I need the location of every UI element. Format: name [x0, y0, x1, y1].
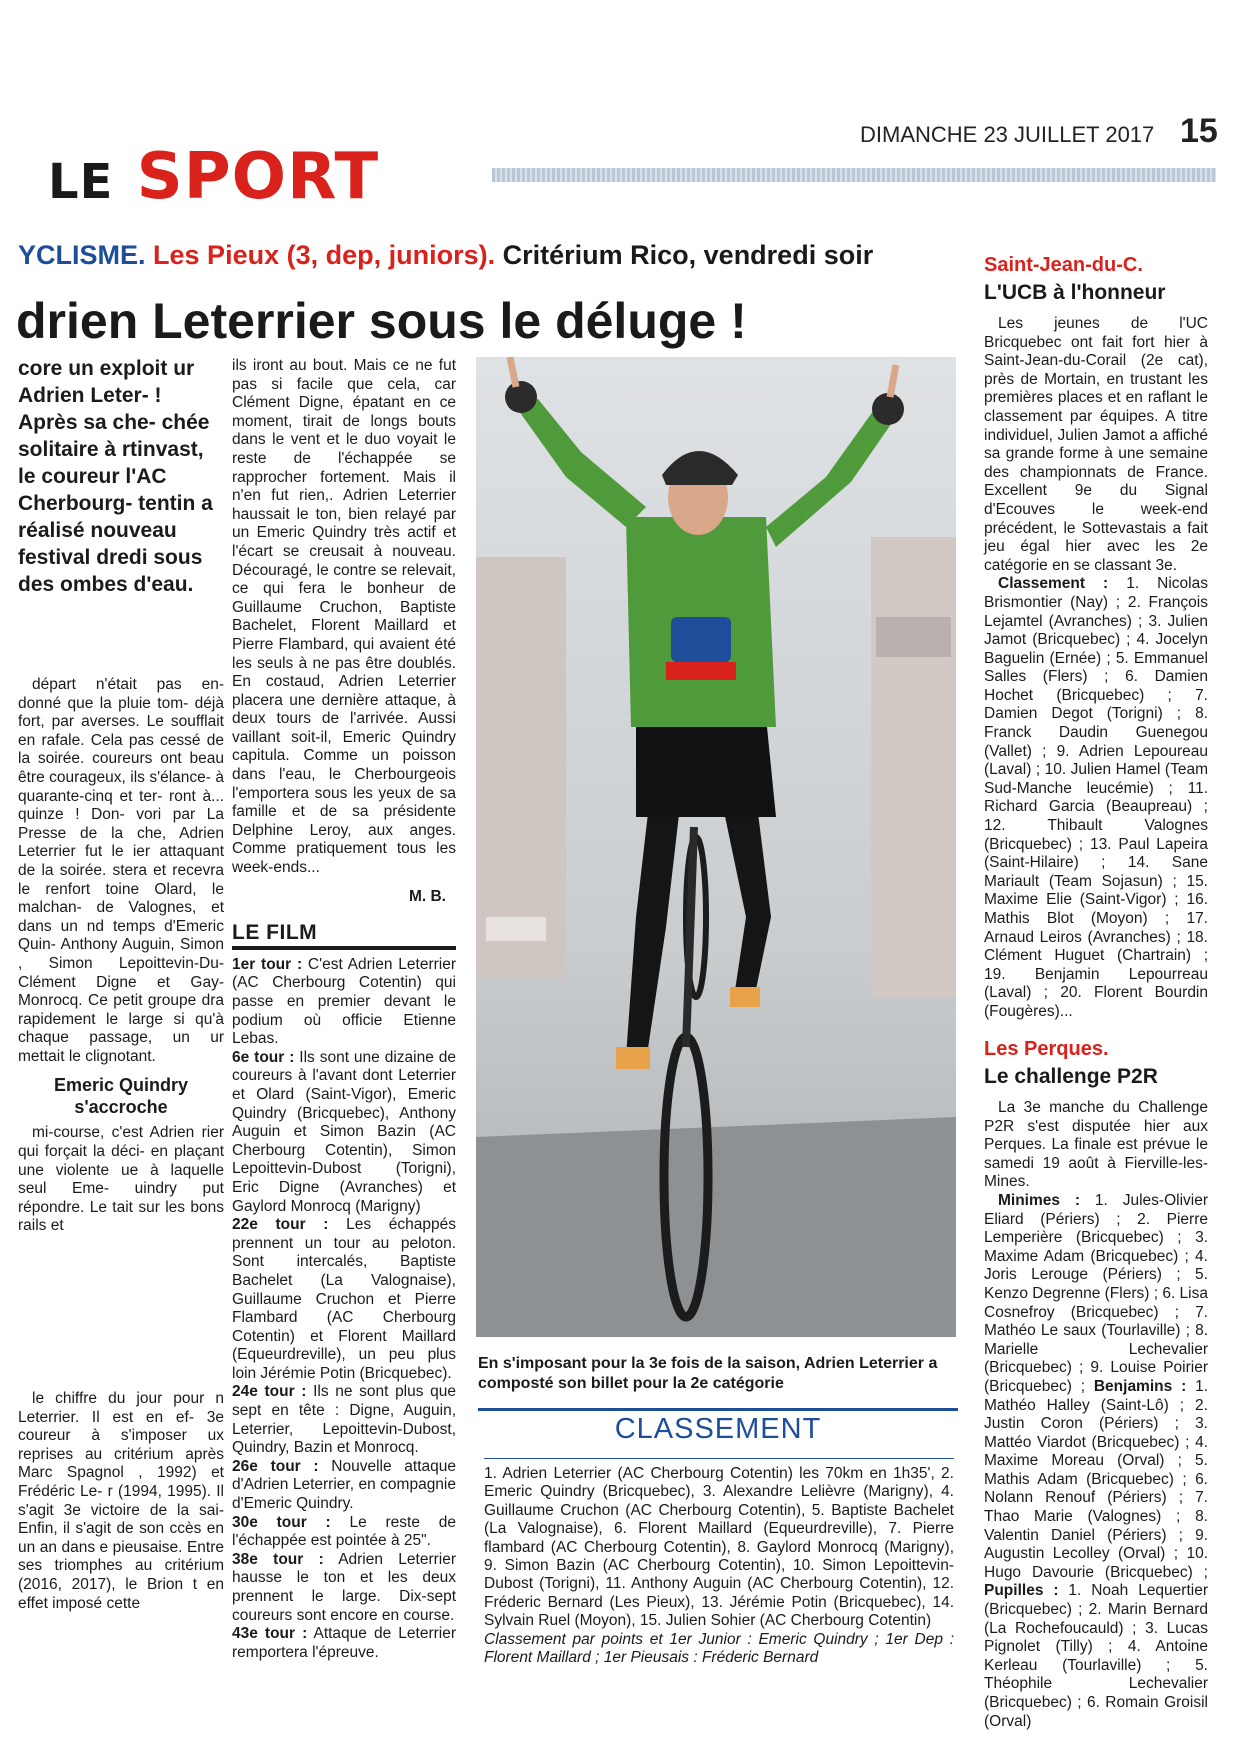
film-item: 1er tour : C'est Adrien Leterrier (AC Cherbourg Cotentin) qui passe en premier devant le podium où officie Etienne Lebas. [232, 955, 456, 1048]
story-location: Les Perques. [984, 1038, 1109, 1060]
section-title-sport: SPORT [136, 140, 380, 214]
header-rule [492, 168, 1216, 182]
article-lead: core un exploit ur Adrien Leter- ! Après sa che- chée solitaire à rtinvast, le coureur l'AC Cherbourg- tentin a réalisé nouveau festival dredi sous des ombes d'eau. [18, 357, 213, 596]
kicker [18, 240, 873, 271]
article-paragraph: départ n'était pas en- donné que la pluie tom- déjà fort, par averses. Le soufflait en rafale. Cela pas cessé de la soirée. coureurs ont beau être courageux, ils s'élance- à quarante-cinq et ter- ront à... quinze ! Don- vori par La Presse de la che, Adrien Leterrier fut le ier attaquant de la soirée. stera et recevra le renfort toine Olard, le malchan- de Valognes, et dans un nd temps d'Emeric Quin- Anthony Auguin, Simon , Simon Lepoittevin-Du- Clément Digne et Gay- Monrocq. Ce petit groupe dra rapidement le large si qu'à chaque passage, un ur mettait le clignotant. [18, 676, 224, 1065]
film-item: 24e tour : Ils ne sont plus que sept en tête : Digne, Auguin, Leterrier, Lepoittevin-Dubost, Quindry, Bazin et Monrocq. [232, 1383, 457, 1457]
article-column-1-bottom [18, 1390, 224, 1613]
film-title: LE FILM [232, 924, 456, 950]
story-body [984, 315, 1208, 1022]
film-item: 26e tour : Nouvelle attaque d'Adrien Leterrier, en compagnie d'Emeric Quindry. [232, 1457, 456, 1513]
section-title [48, 140, 379, 214]
story-paragraph: La 3e manche du Challenge P2R s'est disputée hier aux Perques. La finale est prévue le samedi 19 août à Fierville-les-Mines. [984, 1099, 1208, 1191]
story-headline: L'UCB à l'honneur [984, 281, 1166, 304]
article-column-2 [232, 357, 456, 1662]
article-column-1 [18, 676, 224, 1236]
page-number: 15 [1180, 112, 1218, 150]
film-item: 22e tour : Les échappés prennent un tour au peloton. Sont intercalés, Baptiste Bachelet (La Valognaise), Guillaume Cruchon et Pierre Flambard (AC Cherbourg Cotentin) et Florent Maillard (Equeurdreville), un peu plus loin Jérémie Potin (Bricquebec). [232, 1216, 456, 1382]
classement-extra: Classement par points et 1er Junior : Emeric Quindry ; 1er Dep : Florent Maillard ; 1er Pieusais : Fréderic Bernard [484, 1630, 954, 1667]
story-body [984, 1099, 1208, 1731]
article-paragraph: ils iront au bout. Mais ce ne fut pas si facile que cela, car Clément Digne, épatant en ce moment, tirait de longs bouts dans le vent et le duo voyait le reste de l'échappée se rapprocher fortement. Mais il n'en fut rien,. Adrien Leterrier haussait le ton, bien relayé par un Emeric Quindry très actif et l'écart se creusait à nouveau. Découragé, le contre se relevait, ce qui fera le bonheur de Guillaume Cruchon, Baptiste Bachelet, Florent Maillard et Pierre Flambard, qui avaient été les seuls à ne pas être doublés. En costaud, Adrien Leterrier placera une dernière attaque, à deux tours de l'arrivée. Aussi vaillant soit-il, Emeric Quindry capitula. Comme un poisson dans l'eau, le Cherbourgeois l'emportera sous les yeux de sa famille et de sa présidente Delphine Leroy, aux anges. Comme pratiquement tous les week-ends... [232, 357, 456, 877]
cyclist-illustration [476, 357, 956, 1337]
article-subhead: Emeric Quindry s'accroche [53, 1075, 189, 1118]
cyclist-photo [476, 357, 956, 1337]
classement-results [484, 1458, 954, 1667]
film-item: 30e tour : Le reste de l'échappée est pointée à 25". [232, 1513, 457, 1550]
story-results: Classement : 1. Nicolas Brismontier (Nay) ; 2. François Lejamtel (Avranches) ; 3. Julien Jamot (Bricquebec) ; 4. Jocelyn Baguelin (Ernée) ; 5. Emmanuel Salles (Flers) ; 6. Damien Hochet (Bricquebec) ; 7. Damien Degot (Torigni) ; 8. Franck Daudin Guenegou (Vallet) ; 9. Adrien Lepoureau (Laval) ; 10. Julien Hamel (Team Sud-Manche leucémie) ; 11. Richard Garcia (Beaupreau) ; 12. Thibault Valognes (Bricquebec) ; 13. Paul Lapeira (Saint-Hilaire) ; 14. Sane Mariault (Team Sojasun) ; 15. Maxime Elie (Saint-Vigor) ; 16. Mathis Blot (Moyon) ; 17. Arnaud Leiros (Avranches) ; 18. Clément Huguet (Chartrain) ; 19. Benjamin Lepourreau (Laval) ; 20. Florent Bourdin (Fougères)... [984, 575, 1208, 1020]
classement-text: 1. Adrien Leterrier (AC Cherbourg Cotentin) les 70km en 1h35', 2. Emeric Quindry (Bricquebec), 3. Alexandre Lelièvre (Marigny), 4. Guillaume Cruchon (AC Cherbourg Cotentin), 5. Baptiste Bachelet (La Valognaise), 6. Florent Maillard (Equeurdreville), 7. Pierre flambard (AC Cherbourg Cotentin), 8. Gaylord Monrocq (Marigny), 9. Simon Bazin (AC Cherbourg Cotentin), 10. Simon Lepoittevin-Dubost (Torigni), 11. Anthony Auguin (AC Cherbourg Cotentin), 12. Fréderic Bernard (Les Pieux), 13. Jérémie Potin (Bricquebec), 14. Sylvain Ruel (Moyon), 15. Julien Sohier (AC Cherbourg Cotentin) [484, 1465, 954, 1630]
kicker-sport: YCLISME. [18, 240, 146, 270]
kicker-event: Critérium Rico, vendredi soir [502, 240, 874, 270]
film-item: 38e tour : Adrien Leterrier hausse le ton et les deux prennent le large. Dix-sept coureurs sont encore en course. [232, 1550, 457, 1624]
film-item: 43e tour : Attaque de Leterrier remportera l'épreuve. [232, 1625, 456, 1661]
article-paragraph: mi-course, c'est Adrien rier qui forçait la déci- en plaçant une violente ue à laquelle seul Eme- uindry put répondre. Le tait sur les bons rails et [18, 1124, 224, 1235]
story-paragraph: Les jeunes de l'UC Bricquebec ont fait fort hier à Saint-Jean-du-Corail (2e cat), près de Mortain, en trustant les premières places et en raflant le classement par équipes. A titre individuel, Julien Jamot a affiché sa grande forme à une semaine des championnats de France. Excellent 9e du Signal d'Ecouves le week-end précédent, le Sottevastais a fait jeu égal hier avec les 2e catégorie en se classant 3e. [984, 315, 1208, 574]
story-headline: Le challenge P2R [984, 1065, 1158, 1088]
article-paragraph: le chiffre du jour pour n Leterrier. Il est en ef- 3e coureur à s'imposer ux reprises au critérium après Marc Spagnol , 1992) et Frédéric Le- r (1994, 1995). Il s'agit 3e victoire de la sai- Enfin, il s'agit de son ccès en un an dans e pieusaise. Entre ses triomphes au critérium (2016, 2017), le Brion t en effet imposé cette [18, 1390, 224, 1612]
sidebar-story-2 [984, 1038, 1208, 1731]
headline: drien Leterrier sous le déluge ! [16, 293, 747, 349]
kicker-location: Les Pieux (3, dep, juniors). [153, 240, 496, 270]
dateline: DIMANCHE 23 JUILLET 2017 [860, 122, 1155, 147]
section-title-le: LE [48, 154, 114, 210]
film-list [232, 956, 456, 1663]
classement-title: CLASSEMENT [478, 1408, 958, 1446]
film-item: 6e tour : Ils sont une dizaine de coureurs à l'avant dont Leterrier et Olard (Saint-Vigor), Emeric Quindry (Bricquebec), Anthony Auguin et Simon Bazin (AC Cherbourg Cotentin), Simon Lepoittevin-Dubost (Torigni), Eric Digne (Avranches) et Gaylord Monrocq (Marigny) [232, 1048, 456, 1215]
sidebar-story-1 [984, 254, 1208, 1022]
photo-caption: En s'imposant pour la 3e fois de la saison, Adrien Leterrier a composté son billet pour la 2e catégorie [478, 1355, 938, 1392]
story-results: Minimes : 1. Jules-Olivier Eliard (Périers) ; 2. Pierre Lemperière (Bricquebec) ; 3. Maxime Adam (Bricquebec) ; 4. Joris Lerouge (Périers) ; 5. Kenzo Degrenne (Flers) ; 6. Lisa Cosnefroy (Bricquebec) ; 7. Mathéo Le saux (Tourlaville) ; 8. Marielle Lechevalier (Bricquebec) ; 9. Louise Poirier (Bricquebec) ; Benjamins : 1. Mathéo Halley (Saint-Lô) ; 2. Justin Coron (Périers) ; 3. Mattéo Viardot (Bricquebec) ; 4. Maxime Moreau (Orval) ; 5. Mathis Adam (Bricquebec) ; 6. Nolann Renouf (Périers) ; 7. Thao Marie (Valognes) ; 8. Valentin Daniel (Périers) ; 9. Augustin Lecolley (Orval) ; 10. Hugo Davourie (Bricquebec) ; Pupilles : 1. Noah Lequertier (Bricquebec) ; 2. Marin Bernard (La Rochefoucauld) ; 3. Lucas Pignolet (Tilly) ; 4. Antoine Kerleau (Tourlaville) ; 5. Théophile Lechevalier (Bricquebec) ; 6. Romain Groisil (Orval) [984, 1191, 1209, 1730]
author-signature: M. B. [408, 887, 446, 905]
story-location: Saint-Jean-du-C. [984, 254, 1143, 276]
